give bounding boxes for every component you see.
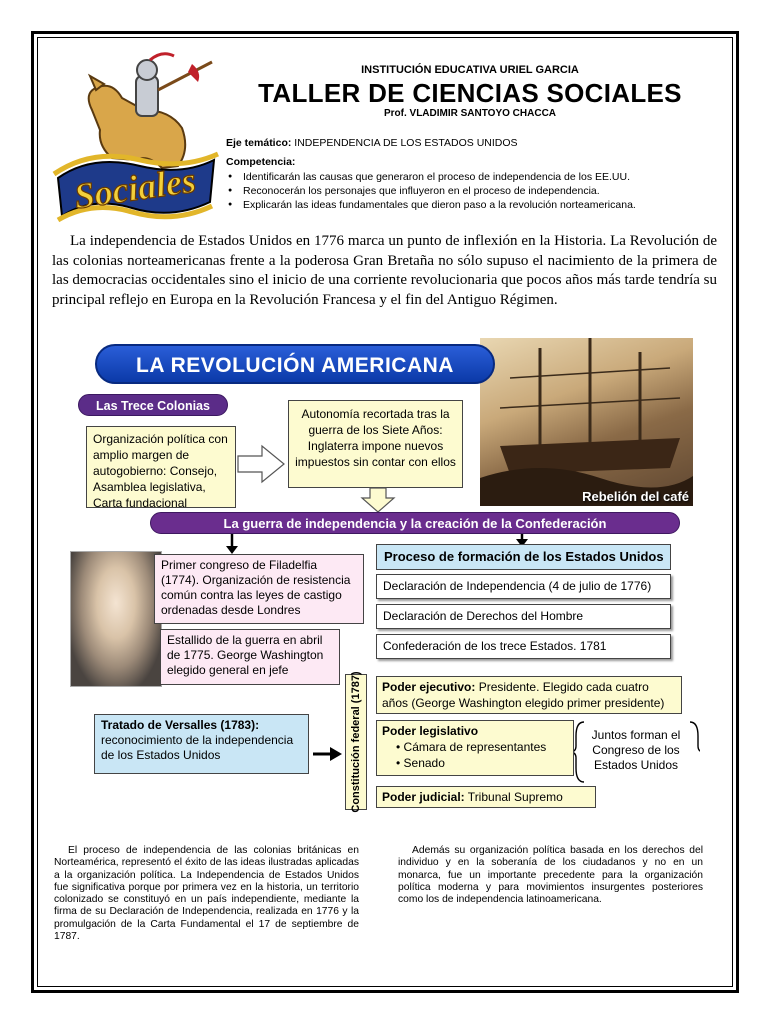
diagram-title: LA REVOLUCIÓN AMERICANA: [95, 344, 495, 384]
arrow-right-icon: [238, 446, 284, 482]
column-left-text: El proceso de independencia de las colonias británicas en Norteamérica, representó el éxito de las ideas ilustradas aplicadas a la organización política. La Independencia de Estados Unidos fue significativa porque por primera vez en la historia, un territorio colonizado se constituyó en un país independiente, mediante la firma de su Declaración de Independencia, realizada en 1776 y la promulgación de la Carta Fundamental el 17 de septiembre de 1787.: [54, 845, 359, 943]
competencia-heading: Competencia:: [226, 156, 296, 168]
competencia-item: ● Identificarán las causas que generaron el proceso de independencia de los EE.UU.: [226, 170, 636, 184]
tratado-text: reconocimiento de la independencia de los Estados Unidos: [101, 733, 294, 762]
page-title: TALLER DE CIENCIAS SOCIALES: [258, 78, 682, 108]
trece-colonias-label: Las Trece Colonias: [78, 394, 228, 416]
guerra-banner: La guerra de independencia y la creación de la Confederación: [150, 512, 680, 534]
eje-value: INDEPENDENCIA DE LOS ESTADOS UNIDOS: [291, 137, 518, 149]
constitucion-federal-box: [345, 671, 367, 813]
organizacion-box: Organización política con amplio margen de autogobierno: Consejo, Asamblea legislativa, Carta fundacional: [86, 426, 236, 508]
ejecutivo-label: Poder ejecutivo:: [382, 680, 476, 694]
ejecutivo-text: Presidente. Elegido cada cuatro años (George Washington elegido primer presidente): [382, 680, 665, 710]
institution-name: INSTITUCIÓN EDUCATIVA URIEL GARCIA: [361, 64, 579, 76]
estallido-box: Estallido de la guerra en abril de 1775. George Washington elegido general en jefe: [160, 629, 340, 685]
tratado-versalles-box: [94, 714, 309, 774]
intro-paragraph: La independencia de Estados Unidos en 1776 marca un punto de inflexión en la Historia. La Revolución de las colonias norteamericanas frente a la poderosa Gran Bretaña no sólo supuso el nacimiento de la primera de las democracias occidentales sino el inicio de una corriente revolucionaria que pocos años más tarde tendría su principal reflejo en Europa en la Revolución Francesa y el fin del Antiguo Régimen.: [52, 233, 717, 308]
juntos-forman-text: Juntos forman el Congreso de los Estados Unidos: [591, 728, 681, 772]
logo-text: Sociales: [71, 159, 199, 217]
constitucion-label: Constitución federal (1787): [350, 671, 362, 813]
column-right-text: Además su organización política basada en los derechos del individuo y en la soberanía de los ciudadanos y no en un monarca, fue un importante precedente para la organización política moderna y para movimientos insurgentes posteriores como los de independencia latinoamericana.: [398, 845, 703, 906]
eje-label: Eje temático:: [226, 137, 292, 149]
confederacion-box: Confederación de los trece Estados. 1781: [376, 634, 671, 659]
competencia-list: [226, 170, 636, 212]
poder-judicial-box: [376, 786, 596, 808]
eje-tematico: [226, 137, 518, 149]
george-washington-portrait: [70, 551, 162, 687]
legislativo-item: • Cámara de representantes: [396, 740, 547, 754]
legislativo-item: • Senado: [396, 756, 445, 770]
declaracion-derechos-box: Declaración de Derechos del Hombre: [376, 604, 671, 629]
competencia-item: ● Explicarán las ideas fundamentales que dieron paso a la revolución norteamericana.: [226, 198, 636, 212]
right-brace: [690, 722, 700, 752]
tratado-label: Tratado de Versalles (1783):: [101, 718, 260, 732]
primer-congreso-box: Primer congreso de Filadelfia (1774). Organización de resistencia común contra las leyes de castigo ordenadas desde Londres: [154, 554, 364, 624]
competencia-item: ● Reconocerán los personajes que influyeron en el proceso de independencia.: [226, 184, 636, 198]
poder-ejecutivo-box: [376, 676, 682, 714]
poder-legislativo-box: [376, 720, 574, 776]
boston-tea-party-image: [480, 338, 693, 506]
professor-name: Prof. VLADIMIR SANTOYO CHACCA: [383, 108, 557, 119]
arrow-down-icon: [362, 488, 394, 512]
autonomia-box: Autonomía recortada tras la guerra de los Siete Años: Inglaterra impone nuevos impuestos sin contar con ellos: [288, 400, 463, 488]
judicial-text: Tribunal Supremo: [464, 790, 563, 804]
revolution-diagram: [70, 336, 700, 811]
declaracion-independencia-box: Declaración de Independencia (4 de julio de 1776): [376, 574, 671, 599]
proceso-formacion-box: Proceso de formación de los Estados Unidos: [376, 544, 671, 570]
ship-illustration: [480, 338, 693, 506]
sociales-logo: [52, 50, 220, 226]
judicial-label: Poder judicial:: [382, 790, 465, 804]
legislativo-label: Poder legislativo: [382, 724, 479, 738]
photo-caption: Rebelión del café: [582, 489, 689, 504]
